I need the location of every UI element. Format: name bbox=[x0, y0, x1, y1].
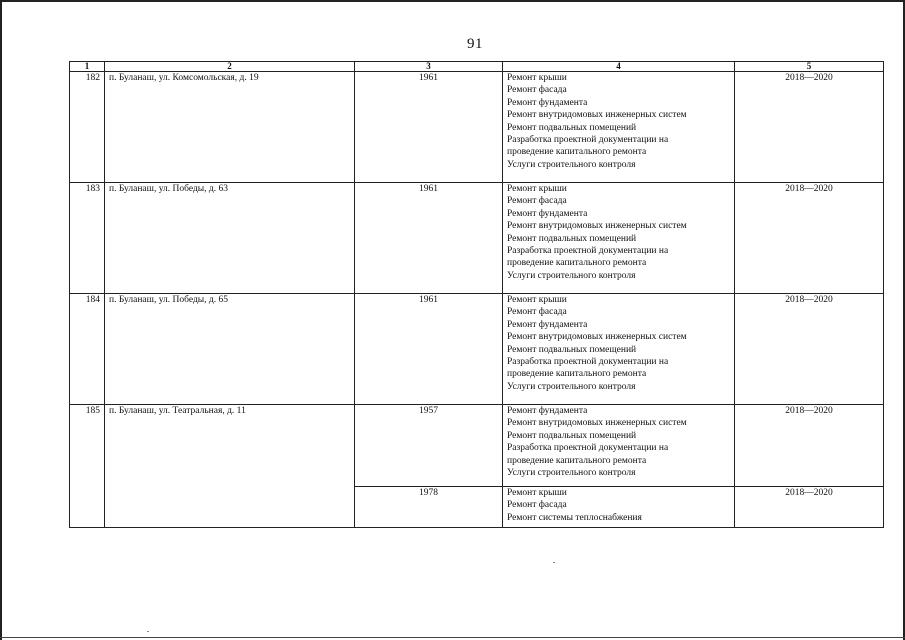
repair-works-list bbox=[503, 183, 735, 294]
repair-period: 2018—2020 bbox=[735, 294, 884, 405]
repair-work-item: Разработка проектной документации на bbox=[507, 443, 669, 454]
table-row bbox=[70, 294, 884, 405]
repair-work-item: Ремонт крыши bbox=[507, 73, 567, 83]
column-header-4: 4 bbox=[503, 62, 735, 72]
page-border-left bbox=[0, 0, 2, 640]
construction-year: 1957 bbox=[355, 405, 503, 487]
building-address: п. Буланаш, ул. Победы, д. 65 bbox=[105, 294, 355, 405]
row-number: 183 bbox=[70, 183, 105, 294]
repair-work-item: Услуги строительного контроля bbox=[507, 270, 636, 281]
repair-work-item: Ремонт фундамента bbox=[507, 319, 588, 330]
page-border-bottom bbox=[0, 637, 905, 638]
scan-speck bbox=[147, 631, 149, 632]
column-number-header-row bbox=[70, 62, 884, 72]
column-header-2: 2 bbox=[105, 62, 355, 72]
repair-work-item: Ремонт внутридомовых инженерных систем bbox=[507, 110, 687, 121]
repair-works-list bbox=[503, 487, 735, 528]
building-address: п. Буланаш, ул. Комсомольская, д. 19 bbox=[105, 72, 355, 183]
repair-work-item: Ремонт крыши bbox=[507, 488, 567, 498]
repair-work-item: Услуги строительного контроля bbox=[507, 159, 636, 170]
repair-work-item: Разработка проектной документации на bbox=[507, 357, 669, 368]
row-number: 184 bbox=[70, 294, 105, 405]
repair-works-list bbox=[503, 405, 735, 487]
repair-work-item: Ремонт подвальных помещений bbox=[507, 233, 637, 244]
repair-work-item: Ремонт фасада bbox=[507, 196, 567, 207]
table-row bbox=[70, 183, 884, 294]
repair-work-item: Ремонт фасада bbox=[507, 307, 567, 318]
table-row bbox=[70, 72, 884, 183]
column-header-3: 3 bbox=[355, 62, 503, 72]
repair-work-item: Ремонт внутридомовых инженерных систем bbox=[507, 418, 687, 429]
repair-work-item: Ремонт системы теплоснабжения bbox=[507, 512, 642, 523]
repair-work-item: проведение капитального ремонта bbox=[507, 258, 647, 269]
column-header-1: 1 bbox=[70, 62, 105, 72]
repair-work-item: проведение капитального ремонта bbox=[507, 455, 647, 466]
row-number: 182 bbox=[70, 72, 105, 183]
scan-speck bbox=[553, 562, 555, 563]
column-header-5: 5 bbox=[735, 62, 884, 72]
building-address: п. Буланаш, ул. Театральная, д. 11 bbox=[105, 405, 355, 528]
row-number: 185 bbox=[70, 405, 105, 528]
repair-work-item: Ремонт фасада bbox=[507, 85, 567, 96]
construction-year: 1961 bbox=[355, 294, 503, 405]
repair-schedule-table bbox=[69, 61, 884, 528]
repair-period: 2018—2020 bbox=[735, 487, 884, 528]
construction-year: 1961 bbox=[355, 183, 503, 294]
repair-work-item: Ремонт фундамента bbox=[507, 97, 588, 108]
page-number: 91 bbox=[467, 36, 483, 52]
page-border-top bbox=[0, 0, 905, 2]
repair-period: 2018—2020 bbox=[735, 405, 884, 487]
repair-work-item: Ремонт фундамента bbox=[507, 208, 588, 219]
repair-work-item: Услуги строительного контроля bbox=[507, 468, 636, 479]
repair-work-item: Ремонт внутридомовых инженерных систем bbox=[507, 332, 687, 343]
repair-work-item: Разработка проектной документации на bbox=[507, 246, 669, 257]
repair-work-item: Ремонт подвальных помещений bbox=[507, 122, 637, 133]
repair-work-item: Ремонт фасада bbox=[507, 500, 567, 511]
repair-work-item: Услуги строительного контроля bbox=[507, 381, 636, 392]
construction-year: 1961 bbox=[355, 72, 503, 183]
repair-work-item: Ремонт подвальных помещений bbox=[507, 344, 637, 355]
repair-work-item: Разработка проектной документации на bbox=[507, 135, 669, 146]
repair-works-list bbox=[503, 294, 735, 405]
repair-period: 2018—2020 bbox=[735, 183, 884, 294]
repair-work-item: Ремонт подвальных помещений bbox=[507, 430, 637, 441]
repair-works-list bbox=[503, 72, 735, 183]
repair-work-item: Ремонт фундамента bbox=[507, 406, 588, 416]
table-row bbox=[70, 405, 884, 487]
repair-work-item: проведение капитального ремонта bbox=[507, 369, 647, 380]
repair-period: 2018—2020 bbox=[735, 72, 884, 183]
repair-work-item: Ремонт внутридомовых инженерных систем bbox=[507, 221, 687, 232]
building-address: п. Буланаш, ул. Победы, д. 63 bbox=[105, 183, 355, 294]
repair-work-item: проведение капитального ремонта bbox=[507, 147, 647, 158]
construction-year: 1978 bbox=[355, 487, 503, 528]
repair-work-item: Ремонт крыши bbox=[507, 184, 567, 194]
repair-work-item: Ремонт крыши bbox=[507, 295, 567, 305]
